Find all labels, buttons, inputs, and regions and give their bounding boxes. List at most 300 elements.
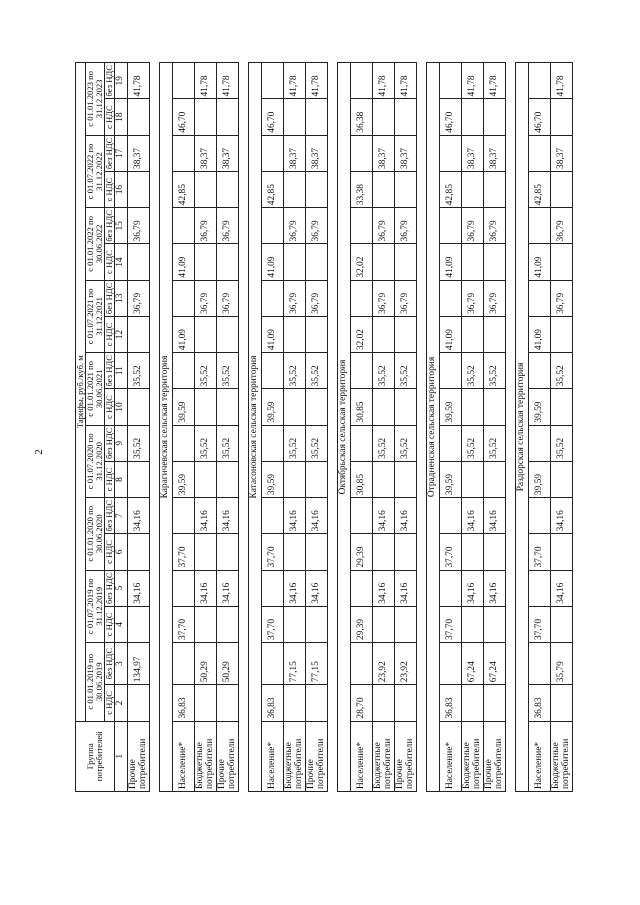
tariff-value [173, 425, 195, 461]
tariff-value: 35,52 [395, 425, 417, 461]
table-row [440, 63, 462, 792]
tariff-value [462, 171, 484, 207]
table-row [128, 63, 150, 792]
header-row-1 [76, 63, 86, 792]
vat-incl-header: с НДС [105, 534, 115, 570]
vat-incl-header: с НДС [105, 171, 115, 207]
tariff-value [262, 498, 284, 534]
column-number: 10 [115, 389, 128, 425]
tariff-value [306, 685, 328, 721]
tariff-value [128, 316, 150, 352]
tariff-value [262, 425, 284, 461]
table-row [173, 63, 195, 792]
tariff-value [551, 99, 573, 135]
tariff-value: 46,70 [173, 99, 195, 135]
tariff-value: 35,52 [217, 353, 239, 389]
tariff-value: 35,52 [195, 353, 217, 389]
vat-excl-header: без НДС [105, 63, 115, 100]
tariff-value [462, 534, 484, 570]
tariff-value [529, 643, 551, 685]
tariff-value [395, 389, 417, 425]
tariff-value [440, 63, 462, 100]
tariff-value [529, 63, 551, 100]
tariff-value: 35,52 [306, 425, 328, 461]
tariff-value: 41,78 [128, 63, 150, 100]
tariff-value [195, 606, 217, 642]
tariff-value [351, 425, 373, 461]
tariff-value [395, 99, 417, 135]
column-number: 14 [115, 244, 128, 280]
tariff-value: 34,16 [217, 570, 239, 606]
tariff-value [284, 171, 306, 207]
tariff-value: 39,59 [529, 389, 551, 425]
tariff-value: 39,59 [262, 389, 284, 425]
tariff-value [395, 461, 417, 497]
tariff-value [484, 316, 506, 352]
tariff-value: 36,79 [284, 280, 306, 316]
spacer-cell [328, 63, 338, 792]
tariff-value: 67,24 [462, 643, 484, 685]
column-number-row [115, 63, 128, 792]
tariff-value [529, 570, 551, 606]
tariff-value [217, 171, 239, 207]
tariff-value: 46,70 [262, 99, 284, 135]
tariff-value [306, 316, 328, 352]
tariff-value [195, 685, 217, 721]
column-number: 18 [115, 99, 128, 135]
table-row [529, 63, 551, 792]
tariff-value: 36,79 [551, 208, 573, 244]
tariff-value [284, 685, 306, 721]
tariff-value [128, 244, 150, 280]
tariff-value [440, 498, 462, 534]
tariff-value: 35,52 [306, 353, 328, 389]
period-header: с 01.01.2023 по 31.12.2023 [86, 63, 105, 136]
vat-incl-header: с НДС [105, 389, 115, 425]
table-row [195, 63, 217, 792]
consumer-group: Прочие потребители [217, 721, 239, 791]
tariff-value: 38,37 [395, 135, 417, 171]
vat-incl-header: с НДС [105, 685, 115, 721]
tariff-value: 41,78 [395, 63, 417, 100]
tariff-value [529, 280, 551, 316]
tariff-value: 37,70 [529, 606, 551, 642]
tariff-table-rotated [75, 62, 571, 792]
tariff-value: 29,39 [351, 606, 373, 642]
tariff-value [551, 171, 573, 207]
tariff-value: 34,16 [373, 498, 395, 534]
tariff-value [440, 280, 462, 316]
tariff-value [195, 389, 217, 425]
tariff-value: 38,37 [128, 135, 150, 171]
tariff-value: 36,38 [351, 99, 373, 135]
section-spacer [506, 63, 516, 792]
tariff-value [484, 685, 506, 721]
consumer-group: Бюджетные потребители [284, 721, 306, 791]
tariff-value: 34,16 [217, 498, 239, 534]
column-number: 7 [115, 498, 128, 534]
consumer-group: Бюджетные потребители [373, 721, 395, 791]
tariff-value: 34,16 [462, 570, 484, 606]
tariff-value: 36,79 [306, 280, 328, 316]
vat-excl-header: без НДС [105, 208, 115, 244]
tariff-value: 35,79 [551, 643, 573, 685]
tariff-value: 32,02 [351, 316, 373, 352]
tariff-value: 41,78 [462, 63, 484, 100]
tariff-value [284, 534, 306, 570]
tariff-value: 36,79 [395, 208, 417, 244]
tariff-value [373, 606, 395, 642]
tariff-value [262, 643, 284, 685]
column-number: 3 [115, 643, 128, 685]
tariff-value: 35,52 [128, 425, 150, 461]
tariff-value [551, 461, 573, 497]
territory-row [338, 63, 351, 792]
vat-incl-header: с НДС [105, 606, 115, 642]
tariff-value [284, 606, 306, 642]
vat-excl-header: без НДС [105, 643, 115, 685]
consumer-group: Население* [440, 721, 462, 791]
consumer-group: Население* [173, 721, 195, 791]
tariff-value [262, 63, 284, 100]
tariff-value [395, 685, 417, 721]
vat-incl-header: с НДС [105, 316, 115, 352]
tariff-value: 35,52 [217, 425, 239, 461]
column-number: 16 [115, 171, 128, 207]
column-number: 12 [115, 316, 128, 352]
tariff-value: 34,16 [551, 570, 573, 606]
tariff-value: 34,16 [195, 570, 217, 606]
tariff-value [484, 461, 506, 497]
tariff-value: 35,52 [484, 425, 506, 461]
period-header: с 01.01.2021 по 30.06.2021 [86, 353, 105, 425]
territory-name: Отрадненская сельская территория [427, 63, 440, 792]
tariff-value [529, 353, 551, 389]
tariff-value: 46,70 [529, 99, 551, 135]
tariff-value: 67,24 [484, 643, 506, 685]
vat-incl-header: с НДС [105, 99, 115, 135]
tariff-value [373, 534, 395, 570]
tariff-value: 33,38 [351, 171, 373, 207]
vat-excl-header: без НДС [105, 570, 115, 606]
tariff-value [462, 244, 484, 280]
tariff-value [551, 244, 573, 280]
tariff-value: 35,52 [128, 353, 150, 389]
tariff-value: 36,79 [195, 208, 217, 244]
vat-excl-header: без НДС [105, 353, 115, 389]
tariff-header: Тарифы, руб./куб. м [76, 63, 86, 722]
tariff-value [395, 606, 417, 642]
tariff-value: 39,59 [173, 461, 195, 497]
period-header: с 01.07.2022 по 31.12.2022 [86, 135, 105, 207]
tariff-value [217, 685, 239, 721]
tariff-value [217, 606, 239, 642]
tariff-value: 36,79 [484, 208, 506, 244]
section-spacer [150, 63, 160, 792]
tariff-value: 36,79 [217, 208, 239, 244]
tariff-value [373, 461, 395, 497]
tariff-value [284, 316, 306, 352]
tariff-value [351, 643, 373, 685]
table-row [306, 63, 328, 792]
tariff-value: 34,16 [484, 498, 506, 534]
tariff-value [128, 389, 150, 425]
tariff-value: 32,02 [351, 244, 373, 280]
period-header: с 01.07.2019 по 31.12.2019 [86, 570, 105, 642]
tariff-value: 42,85 [529, 171, 551, 207]
tariff-value [440, 425, 462, 461]
section-spacer [239, 63, 249, 792]
column-number: 9 [115, 425, 128, 461]
tariff-value: 30,85 [351, 389, 373, 425]
tariff-value [462, 685, 484, 721]
tariff-value: 36,83 [262, 685, 284, 721]
table-row [462, 63, 484, 792]
tariff-value [529, 135, 551, 171]
tariff-value [351, 63, 373, 100]
tariff-value [306, 99, 328, 135]
tariff-value: 36,79 [373, 280, 395, 316]
tariff-value: 34,16 [462, 498, 484, 534]
tariff-value: 36,83 [440, 685, 462, 721]
tariff-value: 37,70 [262, 534, 284, 570]
tariff-value: 34,16 [484, 570, 506, 606]
tariff-value: 41,78 [195, 63, 217, 100]
tariff-value: 41,78 [373, 63, 395, 100]
tariff-value [529, 208, 551, 244]
tariff-value: 36,79 [484, 280, 506, 316]
tariff-value [128, 685, 150, 721]
tariff-value: 35,52 [551, 353, 573, 389]
tariff-value [195, 244, 217, 280]
tariff-value [529, 425, 551, 461]
tariff-value [262, 280, 284, 316]
tariff-value [373, 171, 395, 207]
tariff-value [351, 208, 373, 244]
spacer-cell [506, 63, 516, 792]
consumer-group: Население* [262, 721, 284, 791]
tariff-value: 34,16 [128, 570, 150, 606]
tariff-value [351, 570, 373, 606]
tariff-value: 41,78 [284, 63, 306, 100]
tariff-value [217, 99, 239, 135]
tariff-value [440, 208, 462, 244]
tariff-value: 39,59 [440, 389, 462, 425]
tariff-value: 35,52 [284, 353, 306, 389]
tariff-value: 36,79 [462, 208, 484, 244]
tariff-value: 35,52 [395, 353, 417, 389]
tariff-value: 36,79 [128, 208, 150, 244]
tariff-value [306, 461, 328, 497]
tariff-value [173, 135, 195, 171]
vat-excl-header: без НДС [105, 498, 115, 534]
vat-excl-header: без НДС [105, 280, 115, 316]
tariff-value [128, 171, 150, 207]
tariff-value [373, 316, 395, 352]
column-number: 8 [115, 461, 128, 497]
consumer-group: Прочие потребители [395, 721, 417, 791]
tariff-value: 38,37 [484, 135, 506, 171]
tariff-value: 41,09 [262, 316, 284, 352]
table-row [484, 63, 506, 792]
tariff-value: 34,16 [284, 498, 306, 534]
tariff-value: 38,37 [217, 135, 239, 171]
tariff-value [306, 244, 328, 280]
tariff-value: 50,29 [217, 643, 239, 685]
period-header: с 01.01.2022 по 30.06.2022 [86, 208, 105, 280]
territory-row [516, 63, 529, 792]
tariff-value: 42,85 [440, 171, 462, 207]
tariff-value [351, 353, 373, 389]
tariff-value [173, 63, 195, 100]
tariff-value [284, 99, 306, 135]
tariff-value: 36,79 [551, 280, 573, 316]
tariff-value: 34,16 [306, 570, 328, 606]
tariff-value [173, 498, 195, 534]
tariff-value [351, 135, 373, 171]
tariff-value [440, 570, 462, 606]
period-header: с 01.07.2020 по 31.12.2020 [86, 425, 105, 497]
column-number: 19 [115, 63, 128, 100]
territory-name: Раздорская сельская территория [516, 63, 529, 792]
tariff-value [173, 353, 195, 389]
tariff-value: 41,09 [529, 316, 551, 352]
territory-row [427, 63, 440, 792]
tariff-value: 41,09 [440, 244, 462, 280]
tariff-value: 34,16 [128, 498, 150, 534]
tariff-value [173, 643, 195, 685]
tariff-value: 134,97 [128, 643, 150, 685]
tariff-value: 36,79 [373, 208, 395, 244]
vat-incl-header: с НДС [105, 461, 115, 497]
tariff-value [551, 606, 573, 642]
tariff-value: 38,37 [284, 135, 306, 171]
tariff-value [217, 316, 239, 352]
tariff-value [284, 389, 306, 425]
tariff-value [551, 685, 573, 721]
tariff-value [217, 389, 239, 425]
tariff-value: 34,16 [373, 570, 395, 606]
tariff-value: 37,70 [173, 606, 195, 642]
tariff-value [128, 534, 150, 570]
tariff-value [484, 99, 506, 135]
tariff-value: 41,78 [551, 63, 573, 100]
tariff-value [373, 685, 395, 721]
tariff-value: 34,16 [284, 570, 306, 606]
table-row [262, 63, 284, 792]
tariff-value: 39,59 [173, 389, 195, 425]
tariff-value [440, 643, 462, 685]
tariff-value [395, 534, 417, 570]
tariff-value: 35,52 [462, 425, 484, 461]
tariff-value: 36,79 [128, 280, 150, 316]
consumer-group: Бюджетные потребители [551, 721, 573, 791]
tariff-value: 38,37 [462, 135, 484, 171]
spacer-cell [417, 63, 427, 792]
period-header-row [86, 63, 105, 792]
tariff-value [217, 244, 239, 280]
column-number: 13 [115, 280, 128, 316]
tariff-value [128, 461, 150, 497]
tariff-value: 29,39 [351, 534, 373, 570]
tariff-value [195, 99, 217, 135]
tariff-value: 36,79 [195, 280, 217, 316]
tariff-value: 36,79 [306, 208, 328, 244]
tariff-value: 41,78 [484, 63, 506, 100]
spacer-cell [150, 63, 160, 792]
tariff-value: 36,79 [462, 280, 484, 316]
tariff-value: 34,16 [306, 498, 328, 534]
tariff-value [551, 389, 573, 425]
vat-header-row [105, 63, 115, 792]
tariff-value [462, 389, 484, 425]
tariff-value: 39,59 [262, 461, 284, 497]
tariff-value: 38,37 [373, 135, 395, 171]
tariff-value: 38,37 [195, 135, 217, 171]
tariff-value [440, 135, 462, 171]
tariff-value: 37,70 [440, 534, 462, 570]
tariff-value: 39,59 [529, 461, 551, 497]
tariff-value [173, 208, 195, 244]
column-number: 11 [115, 353, 128, 389]
tariff-value [306, 534, 328, 570]
tariff-value [462, 606, 484, 642]
tariff-value: 41,09 [173, 244, 195, 280]
tariff-value: 35,52 [462, 353, 484, 389]
tariff-value [217, 461, 239, 497]
consumer-group: Бюджетные потребители [195, 721, 217, 791]
tariff-value: 35,52 [373, 425, 395, 461]
consumer-group: Прочие потребители [128, 721, 150, 791]
period-header: с 01.01.2020 по 30.06.2020 [86, 498, 105, 570]
vat-incl-header: с НДС [105, 244, 115, 280]
tariff-value: 77,15 [306, 643, 328, 685]
tariff-value [373, 244, 395, 280]
table-row [217, 63, 239, 792]
tariff-value: 37,70 [173, 534, 195, 570]
tariff-value [529, 498, 551, 534]
tariff-value [284, 461, 306, 497]
tariff-table [75, 62, 573, 792]
territory-row [249, 63, 262, 792]
tariff-value: 42,85 [173, 171, 195, 207]
tariff-value: 34,16 [195, 498, 217, 534]
period-header: с 01.07.2021 по 31.12.2021 [86, 280, 105, 352]
tariff-value [128, 606, 150, 642]
territory-row [160, 63, 173, 792]
table-row [551, 63, 573, 792]
tariff-value [351, 498, 373, 534]
tariff-value: 34,16 [395, 570, 417, 606]
tariff-value [306, 606, 328, 642]
column-number: 17 [115, 135, 128, 171]
table-row [351, 63, 373, 792]
tariff-value [195, 171, 217, 207]
tariff-value: 77,15 [284, 643, 306, 685]
consumer-group: Прочие потребители [306, 721, 328, 791]
tariff-value: 36,79 [284, 208, 306, 244]
tariff-value: 34,16 [395, 498, 417, 534]
table-row [395, 63, 417, 792]
section-spacer [328, 63, 338, 792]
column-number: 15 [115, 208, 128, 244]
tariff-value: 41,09 [173, 316, 195, 352]
tariff-value [484, 171, 506, 207]
tariff-value [484, 389, 506, 425]
tariff-value [262, 570, 284, 606]
tariff-value: 41,09 [529, 244, 551, 280]
spacer-cell [239, 63, 249, 792]
